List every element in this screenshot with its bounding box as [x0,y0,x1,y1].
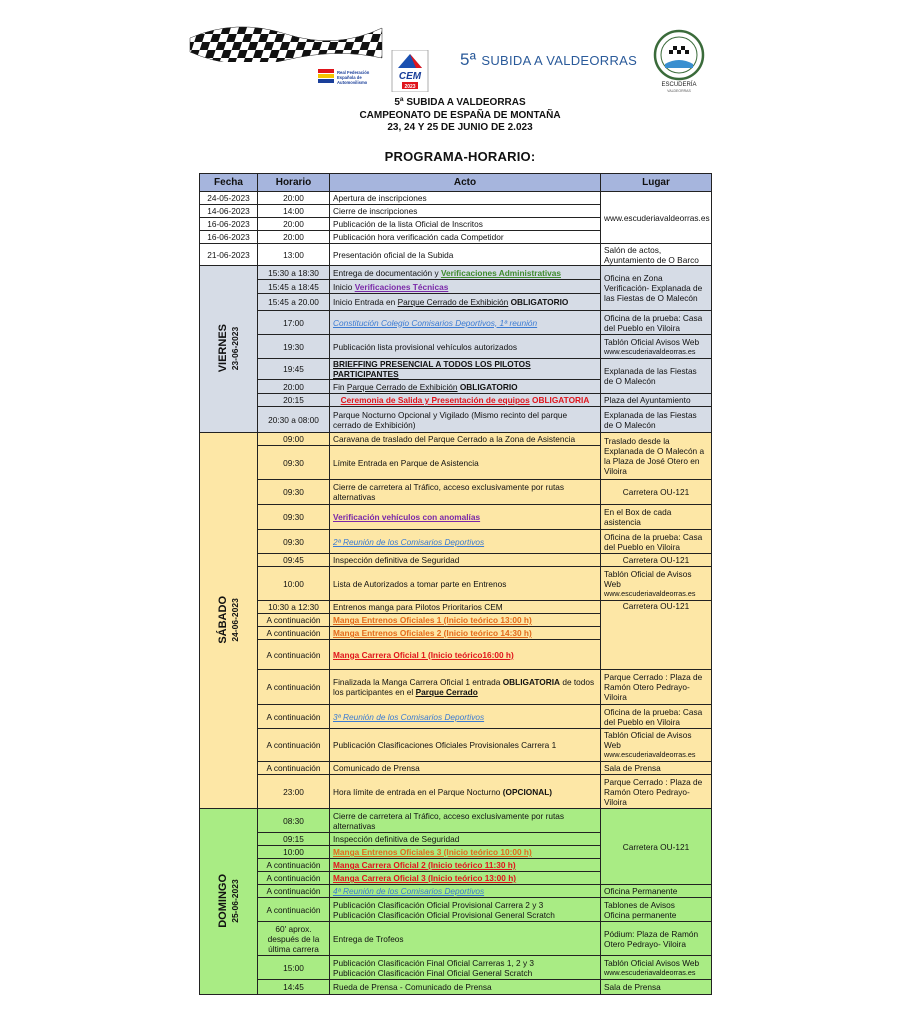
table-row: A continuación 4ª Reunión de los Comisarios Deportivos Oficina Permanente [200,885,712,898]
table-row: SÁBADO 24-06-2023 09:00 Caravana de traslado del Parque Cerrado a la Zona de Asistencia Traslado desde la Explanada de O Malecón a la Plaza de José Otero en Viloira [200,433,712,446]
table-row: DOMINGO 25-06-2023 08:30 Cierre de carretera al Tráfico, acceso exclusivamente por rutas alternativas Carretera OU-121 [200,809,712,833]
cem-logo [390,50,430,92]
table-row: 23:00 Hora límite de entrada en el Parque Nocturno (OPCIONAL) Parque Cerrado : Plaza de Ramón Otero Pedrayo- Viloira [200,775,712,809]
day-viernes: VIERNES 23-06-2023 [200,266,258,433]
table-row: 14:45 Rueda de Prensa - Comunicado de Prensa Sala de Prensa [200,980,712,995]
table-row: A continuación Publicación Clasificaciones Oficiales Provisionales Carrera 1 Tablón Oficial de Avisos Web www.escuderiavaldeorras.es [200,729,712,762]
table-row: 16-06-2023 20:00 Publicación hora verificación cada Competidor [200,231,712,244]
table-row: 19:30 Publicación lista provisional vehículos autorizados Tablón Oficial Avisos Web www.escuderiavaldeorras.es [200,335,712,359]
table-row: 10:30 a 12:30 Entrenos manga para Pilotos Prioritarios CEM Carretera OU-121 [200,601,712,614]
table-row: 15:45 a 18:45 Inicio Verificaciones Técnicas [200,280,712,294]
table-row: A continuación 3ª Reunión de los Comisarios Deportivos Oficina de la prueba: Casa del Pueblo en Viloira [200,705,712,729]
table-row: 09:30 Verificación vehículos con anomalías En el Box de cada asistencia [200,505,712,530]
table-row: 10:00 Lista de Autorizados a tomar parte en Entrenos Tablón Oficial de Avisos Web www.escuderiavaldeorras.es [200,567,712,601]
svg-text:VALDEORRAS: VALDEORRAS [667,89,691,93]
program-title: PROGRAMA-HORARIO: [384,149,536,164]
table-row: 09:30 Cierre de carretera al Tráfico, acceso exclusivamente por rutas alternativas Carretera OU-121 [200,480,712,505]
table-row: 10:00 Manga Entrenos Oficiales 3 (Inicio teórico 10:00 h) [200,846,712,859]
table-row: 09:30 2ª Reunión de los Comisarios Deportivos Oficina de la prueba: Casa del Pueblo en Viloira [200,530,712,554]
web-link: www.escuderiavaldeorras.es [601,192,712,244]
escuderia-logo [652,28,706,94]
col-header-acto: Acto [330,174,601,192]
table-row: A continuación Comunicado de Prensa Sala de Prensa [200,762,712,775]
table-row: 19:45 BRIEFFING PRESENCIAL A TODOS LOS PILOTOS PARTICIPANTES Explanada de las Fiestas de O Malecón [200,359,712,380]
table-row: VIERNES 23-06-2023 15:30 a 18:30 Entrega de documentación y Verificaciones Administrativas Oficina en Zona Verificación- Explanada de las Fiestas de O Malecón [200,266,712,280]
table-row: 21-06-2023 13:00 Presentación oficial de la Subida Salón de actos, Ayuntamiento de O Barco [200,244,712,266]
schedule-table [199,173,712,995]
event-brand-title: 5ª SUBIDA A VALDEORRAS [460,50,638,69]
table-row: 15:00 Publicación Clasificación Final Oficial Carreras 1, 2 y 3 Publicación Clasificación Final Oficial General Scratch Tablón Oficial Avisos Web www.escuderiavaldeorras.es [200,956,712,980]
svg-text:ESCUDERÍA: ESCUDERÍA [661,82,697,88]
table-row: 60' aprox. después de la última carrera Entrega de Trofeos Pódium: Plaza de Ramón Otero Pedrayo- Viloira [200,922,712,956]
checkered-flag-icon [186,18,386,62]
table-row: A continuación Manga Carrera Oficial 2 (Inicio teórico 11:30 h) [200,859,712,872]
svg-text:2023: 2023 [404,84,416,90]
day-domingo: DOMINGO 25-06-2023 [200,809,258,995]
table-row: 20:00 Fin Parque Cerrado de Exhibición OBLIGATORIO [200,380,712,394]
svg-text:Automovilismo: Automovilismo [337,80,368,85]
table-row: 09:30 Límite Entrada en Parque de Asistencia [200,446,712,480]
col-header-horario: Horario [258,174,330,192]
table-row: 09:45 Inspección definitiva de Seguridad Carretera OU-121 [200,554,712,567]
col-header-lugar: Lugar [601,174,712,192]
table-row: 20:30 a 08:00 Parque Nocturno Opcional y Vigilado (Mismo recinto del parque cerrado de Exhibición) Explanada de las Fiestas de O Malecón [200,407,712,433]
table-row: A continuación Manga Entrenos Oficiales 2 (Inicio teórico 14:30 h) [200,627,712,640]
table-row: A continuación Manga Carrera Oficial 3 (Inicio teórico 13:00 h) [200,872,712,885]
table-row: 17:00 Constitución Colegio Comisarios Deportivos, 1ª reunión Oficina de la prueba: Casa del Pueblo en Viloira [200,311,712,335]
table-row: 16-06-2023 20:00 Publicación de la lista Oficial de Inscritos [200,218,712,231]
svg-text:CEM: CEM [398,71,422,82]
event-heading: 5ª SUBIDA A VALDEORRAS CAMPEONATO DE ESPAÑA DE MONTAÑA 23, 24 Y 25 DE JUNIO DE 2.023 [359,97,561,133]
svg-text:Española de: Española de [337,75,362,80]
table-row: A continuación Manga Entrenos Oficiales 1 (Inicio teórico 13:00 h) [200,614,712,627]
table-row: 20:15 Ceremonia de Salida y Presentación de equipos OBLIGATORIA Plaza del Ayuntamiento [200,394,712,407]
col-header-fecha: Fecha [200,174,258,192]
table-row: A continuación Finalizada la Manga Carrera Oficial 1 entrada OBLIGATORIA de todos los participantes en el Parque Cerrado Parque Cerrado : Plaza de Ramón Otero Pedrayo- Viloira [200,670,712,705]
table-row: 15:45 a 20.00 Inicio Entrada en Parque Cerrado de Exhibición OBLIGATORIO [200,294,712,311]
table-row: A continuación Publicación Clasificación Oficial Provisional Carrera 2 y 3 Publicación Clasificación Oficial Provisional General Scratch Tablones de Avisos Oficina permanente [200,898,712,922]
day-sabado: SÁBADO 24-06-2023 [200,433,258,809]
rfea-logo [318,66,384,88]
table-row: 14-06-2023 14:00 Cierre de inscripciones [200,205,712,218]
table-row: 24-05-2023 20:00 Apertura de inscripciones www.escuderiavaldeorras.es [200,192,712,205]
table-row: A continuación Manga Carrera Oficial 1 (Inicio teórico16:00 h) [200,640,712,670]
table-row: 09:15 Inspección definitiva de Seguridad [200,833,712,846]
svg-text:Real Federación: Real Federación [337,70,370,75]
